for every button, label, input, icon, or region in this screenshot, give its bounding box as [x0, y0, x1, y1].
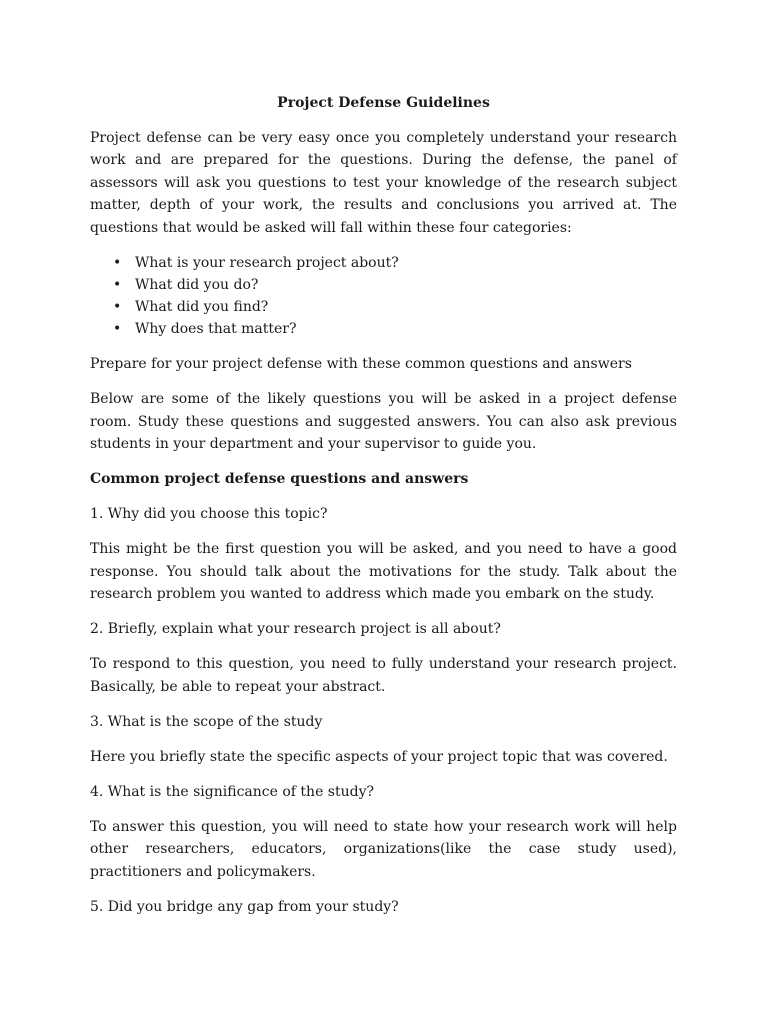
section-heading: Common project defense questions and answers: [90, 471, 469, 488]
category-list: [90, 252, 677, 341]
bullet-icon: •: [113, 321, 122, 338]
bullet-icon: •: [113, 276, 122, 293]
question-5: 5. Did you bridge any gap from your study?: [90, 898, 399, 915]
intro-paragraph: Project defense can be very easy once you completely understand your research work and are prepared for the questions. During the defense, the panel of assessors will ask you questions to test your knowledge of the research subject matter, depth of your work, the results and conclusions you arrived at. The questions that would be asked will fall within these four categories:: [90, 129, 677, 236]
below-paragraph: Below are some of the likely questions you will be asked in a project defense room. Study these questions and suggested answers. You can also ask previous students in your department and your supervisor to guide you.: [90, 391, 677, 453]
document-title: Project Defense Guidelines: [277, 95, 490, 111]
answer-4: To answer this question, you will need to state how your research work will help other researchers, educators, organizations(like the case study used), practitioners and policymakers.: [90, 818, 677, 880]
question-4: 4. What is the significance of the study?: [90, 783, 375, 800]
question-1: 1. Why did you choose this topic?: [90, 506, 328, 523]
answer-1: This might be the first question you will be asked, and you need to have a good response. You should talk about the motivations for the study. Talk about the research problem you wanted to address which made you embark on the study.: [90, 541, 677, 603]
question-3: 3. What is the scope of the study: [90, 713, 323, 730]
bullet-icon: •: [113, 299, 122, 316]
list-item: [113, 318, 677, 340]
list-item: [113, 274, 677, 296]
prepare-line: Prepare for your project defense with these common questions and answers: [90, 356, 632, 373]
category-text: What did you find?: [135, 299, 269, 316]
list-item: [113, 296, 677, 318]
category-text: What did you do?: [135, 276, 259, 293]
question-2: 2. Briefly, explain what your research project is all about?: [90, 621, 501, 638]
answer-2: To respond to this question, you need to fully understand your research project. Basically, be able to repeat your abstract.: [90, 656, 677, 695]
category-text: Why does that matter?: [135, 321, 297, 338]
answer-3: Here you briefly state the specific aspects of your project topic that was covered.: [90, 748, 668, 765]
document-page: [90, 92, 677, 931]
bullet-icon: •: [113, 254, 122, 271]
list-item: [113, 252, 677, 274]
category-text: What is your research project about?: [135, 254, 399, 271]
